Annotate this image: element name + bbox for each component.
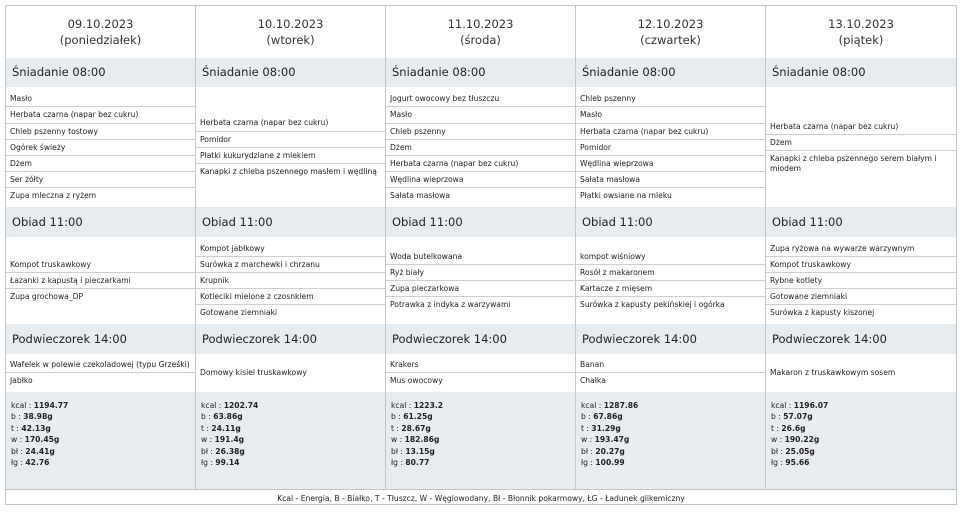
meal-item: Jogurt owocowy bez tłuszczu	[390, 94, 500, 104]
meal-item: Woda butelkowana	[390, 251, 463, 261]
nutrition-row	[11, 457, 190, 469]
day-header	[386, 6, 575, 58]
nutrition-row	[201, 411, 380, 423]
legend-footer: Kcal - Energia, B - Białko, T - Tłuszcz, W - Węglowodany, Bł - Błonnik pokarmowy, ŁG - Ładunek glikemiczny	[6, 489, 956, 507]
nutrition-value: 13.15g	[405, 446, 435, 456]
breakfast-title: Śniadanie 08:00	[766, 58, 956, 88]
meal-item: Masło	[386, 106, 575, 122]
meal-item: Kartacze z mięsem	[576, 280, 765, 296]
day-date: 12.10.2023	[637, 16, 704, 31]
nutrition-value: 63.86g	[213, 412, 243, 422]
nutrition-value: 20.27g	[595, 446, 625, 456]
meal-item: Ryż biały	[386, 264, 575, 280]
nutrition-row	[201, 457, 380, 469]
nutrition-label: w :	[771, 435, 785, 445]
day-date: 11.10.2023	[447, 16, 514, 31]
snack-title: Podwieczorek 14:00	[6, 324, 195, 354]
meal-item: Dżem	[766, 134, 956, 150]
menu-table	[5, 5, 957, 505]
nutrition-label: t :	[581, 423, 592, 433]
nutrition-value: 24.11g	[211, 423, 241, 433]
nutrition-value: 42.76	[25, 458, 50, 468]
nutrition-row	[771, 434, 951, 446]
meal-item: Herbata czarna (napar bez cukru)	[576, 123, 765, 139]
snack-list	[766, 354, 956, 392]
meal-item: Surówka z kapusty pekińskiej i ogórka	[576, 296, 765, 312]
nutrition-label: t :	[11, 423, 22, 433]
nutrition-label: t :	[201, 423, 212, 433]
meal-item: Mus owocowy	[386, 372, 575, 388]
snack-title: Podwieczorek 14:00	[766, 324, 956, 354]
nutrition-label: b :	[391, 412, 404, 422]
nutrition-row	[581, 423, 760, 435]
nutrition-row	[391, 400, 570, 412]
meal-item: Kompot truskawkowy	[766, 256, 956, 272]
lunch-title: Obiad 11:00	[196, 207, 385, 237]
nutrition-value: 1194.77	[33, 400, 69, 410]
nutrition-row	[391, 457, 570, 469]
day-column	[196, 6, 386, 489]
meal-item: Makaron z truskawkowym sosem	[770, 368, 896, 378]
nutrition-value: 25.05g	[785, 446, 815, 456]
meal-item: Masło	[10, 94, 32, 104]
meal-item: Gotowane ziemniaki	[766, 288, 956, 304]
meal-item: Płatki kukurydziane z mlekiem	[196, 147, 385, 163]
nutrition-label: bł :	[581, 446, 596, 456]
nutrition-label: b :	[201, 412, 214, 422]
meal-item: Zupa pieczarkowa	[386, 280, 575, 296]
nutrition-row	[391, 446, 570, 458]
nutrition-value: 1287.86	[603, 400, 639, 410]
nutrition-row	[391, 434, 570, 446]
meal-item: Jabłko	[6, 372, 195, 388]
lunch-list	[766, 237, 956, 324]
nutrition-label: w :	[391, 435, 405, 445]
meal-item: Sałata masłowa	[386, 187, 575, 203]
nutrition-row	[201, 446, 380, 458]
nutrition-value: 38.98g	[23, 412, 53, 422]
snack-title: Podwieczorek 14:00	[386, 324, 575, 354]
meal-item: kompot wiśniowy	[580, 251, 646, 261]
nutrition-value: 191.4g	[214, 435, 245, 445]
day-header	[576, 6, 765, 58]
meal-item: Chleb pszenny	[386, 123, 575, 139]
day-header	[766, 6, 956, 58]
nutrition-value: 80.77	[405, 458, 430, 468]
breakfast-title: Śniadanie 08:00	[6, 58, 195, 88]
day-column	[576, 6, 766, 489]
nutrition-label: bł :	[391, 446, 406, 456]
nutrition-summary	[386, 392, 575, 489]
meal-item: Masło	[576, 106, 765, 122]
meal-item: Pomidor	[196, 131, 385, 147]
nutrition-row	[581, 434, 760, 446]
nutrition-label: kcal :	[201, 400, 224, 410]
meal-item: Chleb pszenny	[580, 94, 636, 104]
nutrition-value: 42.13g	[21, 423, 51, 433]
lunch-title: Obiad 11:00	[576, 207, 765, 237]
nutrition-label: łg :	[581, 458, 596, 468]
nutrition-label: b :	[771, 412, 784, 422]
nutrition-value: 24.41g	[25, 446, 55, 456]
meal-item: Kanapki z chleba pszennego serem białym i miodem	[766, 150, 956, 175]
lunch-title: Obiad 11:00	[6, 207, 195, 237]
nutrition-summary	[576, 392, 765, 489]
nutrition-value: 61.25g	[403, 412, 433, 422]
meal-item: Zupa ryżowa na wywarze warzywnym	[770, 243, 915, 253]
nutrition-row	[201, 400, 380, 412]
meal-item: Rosół z makaronem	[576, 264, 765, 280]
day-date: 09.10.2023	[67, 16, 134, 31]
meal-item: Dżem	[6, 155, 195, 171]
nutrition-summary	[196, 392, 385, 489]
day-weekday: (poniedziałek)	[59, 32, 142, 47]
snack-title: Podwieczorek 14:00	[576, 324, 765, 354]
day-column	[6, 6, 196, 489]
day-column	[386, 6, 576, 489]
nutrition-row	[581, 400, 760, 412]
meal-item: Domowy kisiel truskawkowy	[200, 368, 307, 378]
meal-item: Kompot truskawkowy	[10, 259, 91, 269]
nutrition-label: kcal :	[771, 400, 794, 410]
meal-item: Wafelek w polewie czekoladowej (typu Grześki)	[10, 360, 190, 370]
nutrition-summary	[766, 392, 956, 489]
meal-item: Kompot jabłkowy	[200, 243, 265, 253]
meal-item: Herbata czarna (napar bez cukru)	[6, 106, 195, 122]
meal-item: Zupa grochowa_DP	[6, 288, 195, 304]
meal-item: Krupnik	[196, 272, 385, 288]
snack-title: Podwieczorek 14:00	[196, 324, 385, 354]
day-weekday: (wtorek)	[266, 32, 315, 47]
nutrition-label: bł :	[771, 446, 786, 456]
nutrition-label: bł :	[201, 446, 216, 456]
nutrition-row	[771, 446, 951, 458]
nutrition-label: w :	[581, 435, 595, 445]
day-header	[196, 6, 385, 58]
nutrition-label: kcal :	[581, 400, 604, 410]
nutrition-row	[201, 423, 380, 435]
meal-item: Surówka z kapusty kiszonej	[766, 304, 956, 320]
meal-item: Sałata masłowa	[576, 171, 765, 187]
breakfast-list	[196, 87, 385, 207]
nutrition-value: 31.29g	[591, 423, 621, 433]
nutrition-row	[391, 411, 570, 423]
nutrition-value: 193.47g	[594, 435, 630, 445]
lunch-list	[196, 237, 385, 324]
nutrition-value: 26.38g	[215, 446, 245, 456]
nutrition-row	[581, 457, 760, 469]
nutrition-label: w :	[201, 435, 215, 445]
day-date: 13.10.2023	[828, 16, 894, 31]
meal-item: Pomidor	[576, 139, 765, 155]
snack-list	[6, 354, 195, 392]
day-date: 10.10.2023	[257, 16, 324, 31]
snack-list	[196, 354, 385, 392]
nutrition-value: 100.99	[595, 458, 625, 468]
lunch-title: Obiad 11:00	[386, 207, 575, 237]
nutrition-row	[391, 423, 570, 435]
breakfast-title: Śniadanie 08:00	[576, 58, 765, 88]
meal-item: Wędlina wieprzowa	[576, 155, 765, 171]
meal-item: Chleb pszenny tostowy	[6, 123, 195, 139]
nutrition-row	[11, 411, 190, 423]
nutrition-label: łg :	[201, 458, 216, 468]
nutrition-row	[581, 411, 760, 423]
meal-item: Zupa mleczna z ryżem	[6, 187, 195, 203]
lunch-list	[6, 237, 195, 324]
meal-item: Chałka	[576, 372, 765, 388]
nutrition-row	[771, 423, 951, 435]
breakfast-title: Śniadanie 08:00	[196, 58, 385, 88]
nutrition-label: w :	[11, 435, 25, 445]
nutrition-value: 1223.2	[413, 400, 444, 410]
nutrition-value: 67.86g	[593, 412, 623, 422]
meal-item: Wędlina wieprzowa	[386, 171, 575, 187]
meal-item: Surówka z marchewki i chrzanu	[196, 256, 385, 272]
day-column	[766, 6, 956, 489]
breakfast-list	[576, 87, 765, 207]
nutrition-value: 57.07g	[783, 412, 813, 422]
nutrition-value: 182.86g	[404, 435, 440, 445]
breakfast-list	[6, 87, 195, 207]
meal-item: Herbata czarna (napar bez cukru)	[386, 155, 575, 171]
nutrition-value: 1202.74	[223, 400, 259, 410]
day-weekday: (czwartek)	[640, 32, 701, 47]
meal-item: Dżem	[386, 139, 575, 155]
meal-item: Banan	[580, 360, 605, 370]
nutrition-row	[11, 423, 190, 435]
meal-item: Krakers	[390, 360, 419, 370]
nutrition-row	[201, 434, 380, 446]
snack-list	[576, 354, 765, 392]
lunch-list	[576, 237, 765, 324]
nutrition-value: 1196.07	[793, 400, 829, 410]
nutrition-value: 26.6g	[781, 423, 806, 433]
breakfast-list	[386, 87, 575, 207]
nutrition-row	[771, 411, 951, 423]
nutrition-summary	[6, 392, 195, 489]
day-weekday: (środa)	[460, 32, 501, 47]
meal-item: Płatki owsiane na mleku	[576, 187, 765, 203]
meal-item: Rybne kotlety	[766, 272, 956, 288]
nutrition-label: bł :	[11, 446, 26, 456]
meal-item: Herbata czarna (napar bez cukru)	[200, 118, 329, 128]
nutrition-value: 190.22g	[784, 435, 820, 445]
breakfast-title: Śniadanie 08:00	[386, 58, 575, 88]
day-columns	[6, 6, 956, 489]
meal-item: Potrawka z indyka z warzywami	[386, 296, 575, 312]
meal-item: Łazanki z kapustą i pieczarkami	[6, 272, 195, 288]
nutrition-row	[771, 400, 951, 412]
nutrition-label: t :	[771, 423, 782, 433]
nutrition-value: 95.66	[785, 458, 810, 468]
lunch-list	[386, 237, 575, 324]
nutrition-label: łg :	[771, 458, 786, 468]
nutrition-value: 170.45g	[24, 435, 60, 445]
meal-item: Ser żółty	[6, 171, 195, 187]
breakfast-list	[766, 87, 956, 207]
nutrition-label: kcal :	[391, 400, 414, 410]
nutrition-row	[11, 434, 190, 446]
lunch-title: Obiad 11:00	[766, 207, 956, 237]
nutrition-label: t :	[391, 423, 402, 433]
nutrition-row	[771, 457, 951, 469]
day-weekday: (piątek)	[838, 32, 884, 47]
meal-item: Herbata czarna (napar bez cukru)	[770, 121, 899, 131]
nutrition-label: b :	[11, 412, 24, 422]
meal-item: Kotleciki mielone z czosnkiem	[196, 288, 385, 304]
meal-item: Kanapki z chleba pszennego masłem i wędliną	[196, 163, 385, 179]
nutrition-label: łg :	[11, 458, 26, 468]
nutrition-label: łg :	[391, 458, 406, 468]
nutrition-label: b :	[581, 412, 594, 422]
nutrition-label: kcal :	[11, 400, 34, 410]
snack-list	[386, 354, 575, 392]
nutrition-value: 99.14	[215, 458, 240, 468]
meal-item: Ogórek świeży	[6, 139, 195, 155]
day-header	[6, 6, 195, 58]
nutrition-value: 28.67g	[401, 423, 431, 433]
nutrition-row	[11, 400, 190, 412]
meal-item: Gotowane ziemniaki	[196, 304, 385, 320]
nutrition-row	[11, 446, 190, 458]
nutrition-row	[581, 446, 760, 458]
